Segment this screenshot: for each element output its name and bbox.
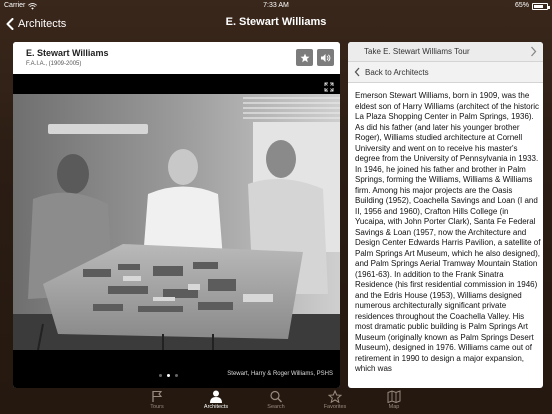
search-icon	[269, 390, 283, 403]
architects-photo[interactable]	[13, 94, 340, 350]
person-icon	[209, 390, 223, 403]
map-icon	[387, 390, 401, 403]
photo-caption: Stewart, Harry & Roger Williams, PSHS	[227, 371, 333, 377]
page-dot[interactable]	[159, 374, 162, 377]
page-dot[interactable]	[167, 374, 170, 377]
tab-map[interactable]	[354, 388, 434, 414]
star-icon	[300, 53, 310, 63]
battery-fill	[534, 5, 543, 8]
info-panel	[348, 42, 543, 388]
status-bar	[0, 0, 552, 12]
star-icon	[328, 390, 342, 403]
photo-gallery[interactable]	[13, 74, 340, 388]
card-header	[13, 42, 340, 74]
status-right	[515, 0, 548, 12]
architect-name: E. Stewart Williams	[26, 48, 109, 58]
architect-credentials: F.A.I.A., (1909-2005)	[26, 61, 82, 67]
page-indicator[interactable]	[159, 374, 178, 377]
tab-tours-label: Tours	[150, 404, 164, 410]
architect-card	[13, 42, 340, 388]
tab-search-label: Search	[267, 404, 285, 410]
chevron-right-icon	[530, 46, 537, 57]
architect-biography: Emerson Stewart Williams, born in 1909, was the eldest son of Harry Williams (architect of the historic La Plaza Shopping Center in Palm Springs, 1936). As did his father (and later his younger brother Roger), Williams studied architecture at Cornell University and went on to receive his master's degree from the University of Pennsylvania in 1933. In 1946, he joined his father and brother in Palm Springs, forming the Williams, Williams & Williams firm. Among his major projects are the Oasis Building (1952), Coachella Savings and Loan (I and II, 1956 and 1960), Crafton Hills College (in Yucaipa, with John Porter Clark), Santa Fe Federal Savings & Loan (1957, now the Architecture and Design Center Edwards Harris Pavilion, a satellite of Palm Springs Art Museum, which he also designed), and Palm Springs Aerial Tramway Mountain Station (1961-63). In addition to the Frank Sinatra Residence (his first residential commission in 1946) and the Edris House (1953), Williams designed numerous architecturally significant private residences throughout the Coachella Valley. His most dramatic public building is Palm Springs Art Museum (originally known as Palm Springs Desert Museum), designed in 1976. Williams came out of retirement in 1990 to design a major expansion, which was	[355, 91, 541, 373]
tab-favorites-label: Favorites	[323, 404, 347, 410]
status-time: 7:33 AM	[263, 2, 289, 9]
tab-bar	[0, 388, 552, 414]
page-dot[interactable]	[175, 374, 178, 377]
battery-icon	[532, 3, 548, 10]
page-title: E. Stewart Williams	[225, 16, 327, 28]
chevron-left-icon	[354, 67, 360, 77]
tab-architects-label: Architects	[203, 404, 229, 410]
carrier-label: Carrier	[4, 2, 26, 9]
flag-icon	[150, 390, 164, 403]
navigation-bar	[0, 12, 552, 36]
speaker-icon	[320, 53, 331, 63]
back-to-architects-label: Back to Architects	[365, 68, 429, 77]
take-tour-button[interactable]	[348, 42, 543, 62]
expand-icon[interactable]	[324, 82, 334, 92]
back-to-architects-button[interactable]	[348, 62, 543, 83]
battery-percent: 65%	[514, 2, 529, 9]
tab-map-label: Map	[388, 404, 400, 410]
take-tour-label: Take E. Stewart Williams Tour	[364, 47, 470, 56]
back-button-label: Architects	[18, 18, 67, 30]
favorite-button[interactable]	[296, 49, 313, 66]
audio-button[interactable]	[317, 49, 334, 66]
